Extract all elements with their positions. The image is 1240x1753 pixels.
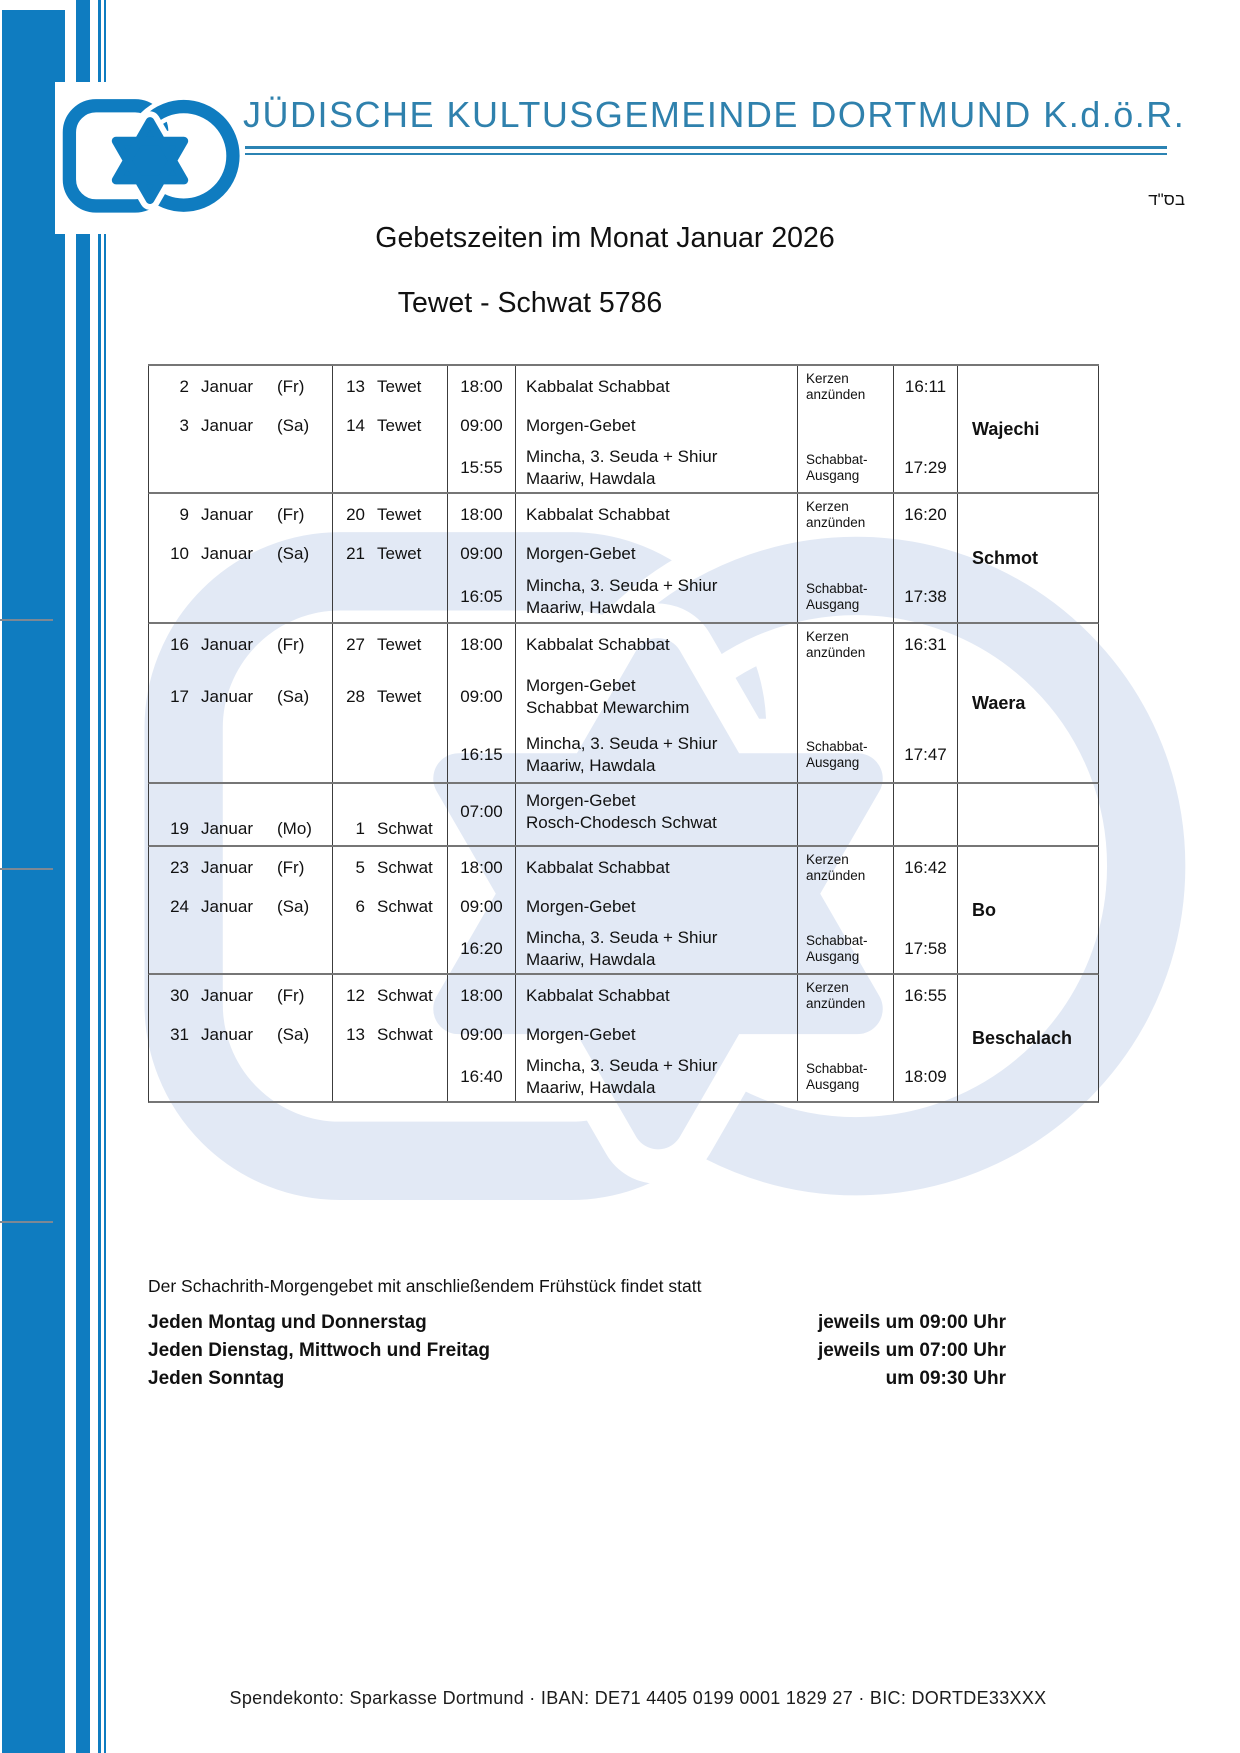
parasha-name: Waera bbox=[972, 692, 1026, 713]
time-cell: 09:00 bbox=[460, 897, 503, 916]
event-cell bbox=[516, 536, 797, 572]
event-text: Mincha, 3. Seuda + Shiur Maariw, Hawdala bbox=[526, 447, 718, 488]
shabbat-end-label: Schabbat- Ausgang bbox=[806, 739, 868, 770]
candle-label-column bbox=[798, 494, 894, 622]
parasha-name: Schmot bbox=[972, 547, 1039, 568]
candle-lighting-time: 16:20 bbox=[904, 505, 947, 524]
shabbat-end-label: Schabbat- Ausgang bbox=[806, 933, 868, 964]
event-cell bbox=[516, 408, 797, 444]
event-column bbox=[516, 494, 798, 622]
hebrew-date-cell: 20 Tewet bbox=[346, 505, 422, 524]
event-cell bbox=[516, 444, 797, 492]
hebrew-date-cell: 28 Tewet bbox=[346, 687, 422, 706]
date-column bbox=[149, 366, 333, 492]
event-cell bbox=[516, 847, 797, 889]
time-column bbox=[448, 975, 516, 1101]
shabbat-end-time: 17:38 bbox=[904, 587, 947, 606]
candle-lighting-label: Kerzen anzünden bbox=[806, 852, 866, 883]
time-cell: 18:00 bbox=[460, 377, 503, 396]
shabbat-end-label: Schabbat- Ausgang bbox=[806, 581, 868, 612]
candle-time-column bbox=[894, 975, 958, 1101]
table-block bbox=[148, 847, 1099, 975]
page-subtitle: Tewet - Schwat 5786 bbox=[397, 287, 663, 319]
event-cell bbox=[516, 572, 797, 622]
time-cell: 16:15 bbox=[460, 745, 503, 764]
left-bar-secondary bbox=[76, 0, 90, 1753]
hebrew-date-column bbox=[333, 784, 448, 845]
hebrew-date-cell: 6 Schwat bbox=[355, 897, 433, 916]
event-cell bbox=[516, 784, 797, 839]
event-text: Kabbalat Schabbat bbox=[526, 377, 670, 396]
date-cell: 30 Januar (Fr) bbox=[170, 986, 305, 1005]
date-cell: 23 Januar (Fr) bbox=[170, 858, 305, 877]
hebrew-date-column bbox=[333, 494, 448, 622]
event-column bbox=[516, 624, 798, 782]
event-column bbox=[516, 847, 798, 973]
candle-time-column bbox=[894, 784, 958, 845]
event-text: Morgen-Gebet bbox=[526, 897, 636, 916]
candle-time-column bbox=[894, 847, 958, 973]
parasha-cell bbox=[958, 624, 1100, 782]
parasha-cell bbox=[958, 366, 1100, 492]
time-column bbox=[448, 784, 516, 845]
date-cell: 19 Januar (Mo) bbox=[170, 819, 312, 838]
parasha-cell bbox=[958, 975, 1100, 1101]
event-text: Kabbalat Schabbat bbox=[526, 505, 670, 524]
schedule-notes bbox=[148, 1276, 1006, 1393]
event-text: Mincha, 3. Seuda + Shiur Maariw, Hawdala bbox=[526, 1056, 718, 1097]
candle-time-column bbox=[894, 624, 958, 782]
candle-lighting-label: Kerzen anzünden bbox=[806, 499, 866, 530]
left-pinstripe-1 bbox=[98, 0, 101, 1753]
left-pinstripe-2 bbox=[104, 0, 106, 1753]
fold-mark-3 bbox=[0, 1221, 53, 1223]
event-text: Kabbalat Schabbat bbox=[526, 986, 670, 1005]
candle-lighting-time: 16:55 bbox=[904, 986, 947, 1005]
header-rule-top bbox=[245, 146, 1167, 149]
parasha-cell bbox=[958, 494, 1100, 622]
note-row: Jeden Sonntag um 09:30 Uhr bbox=[148, 1368, 1006, 1389]
event-column bbox=[516, 975, 798, 1101]
event-text: Mincha, 3. Seuda + Shiur Maariw, Hawdala bbox=[526, 734, 718, 775]
hebrew-date-cell: 14 Tewet bbox=[346, 416, 422, 435]
prayer-table bbox=[148, 364, 1099, 1103]
org-logo-icon bbox=[60, 84, 240, 234]
time-column bbox=[448, 366, 516, 492]
candle-lighting-label: Kerzen anzünden bbox=[806, 980, 866, 1011]
event-cell bbox=[516, 889, 797, 925]
time-cell: 18:00 bbox=[460, 858, 503, 877]
candle-time-column bbox=[894, 366, 958, 492]
hebrew-date-cell: 21 Tewet bbox=[346, 544, 422, 563]
date-cell: 10 Januar (Sa) bbox=[170, 544, 310, 563]
hebrew-date-cell: 13 Schwat bbox=[346, 1025, 433, 1044]
event-cell bbox=[516, 1017, 797, 1053]
candle-label-column bbox=[798, 784, 894, 845]
time-cell: 18:00 bbox=[460, 986, 503, 1005]
date-column bbox=[149, 624, 333, 782]
hebrew-date-cell: 27 Tewet bbox=[346, 635, 422, 654]
time-column bbox=[448, 494, 516, 622]
time-cell: 16:40 bbox=[460, 1067, 503, 1086]
time-cell: 09:00 bbox=[460, 544, 503, 563]
shabbat-end-time: 17:58 bbox=[904, 939, 947, 958]
table-block bbox=[148, 366, 1099, 494]
bank-info: Spendekonto: Sparkasse Dortmund · IBAN: DE71 4405 0199 0001 1829 27 · BIC: DORTDE33XXX bbox=[229, 1688, 1047, 1708]
event-text: Morgen-Gebet Rosch-Chodesch Schwat bbox=[526, 790, 717, 832]
left-bar-primary bbox=[2, 10, 65, 1753]
event-cell bbox=[516, 925, 797, 973]
shabbat-end-time: 18:09 bbox=[904, 1067, 947, 1086]
candle-lighting-label: Kerzen anzünden bbox=[806, 629, 866, 660]
event-cell bbox=[516, 494, 797, 536]
parasha-name: Wajechi bbox=[972, 418, 1040, 439]
candle-label-column bbox=[798, 975, 894, 1101]
parasha-cell bbox=[958, 784, 1100, 845]
date-cell: 2 Januar (Fr) bbox=[179, 377, 305, 396]
shabbat-end-time: 17:29 bbox=[904, 458, 947, 477]
hebrew-date-column bbox=[333, 624, 448, 782]
time-column bbox=[448, 624, 516, 782]
date-column bbox=[149, 784, 333, 845]
time-cell: 15:55 bbox=[460, 458, 503, 477]
hebrew-date-column bbox=[333, 975, 448, 1101]
notes-intro: Der Schachrith-Morgengebet mit anschließendem Frühstück findet statt bbox=[148, 1276, 702, 1296]
event-text: Kabbalat Schabbat bbox=[526, 635, 670, 654]
event-cell bbox=[516, 624, 797, 666]
time-cell: 09:00 bbox=[460, 416, 503, 435]
table-block bbox=[148, 784, 1099, 847]
bsd-text: בס"ד bbox=[1148, 190, 1185, 209]
candle-label-column bbox=[798, 366, 894, 492]
event-text: Morgen-Gebet bbox=[526, 416, 636, 435]
candle-label-column bbox=[798, 847, 894, 973]
time-cell: 18:00 bbox=[460, 635, 503, 654]
time-cell: 09:00 bbox=[460, 687, 503, 706]
event-cell bbox=[516, 666, 797, 728]
parasha-name: Bo bbox=[972, 899, 996, 920]
hebrew-date-cell: 1 Schwat bbox=[355, 819, 433, 838]
date-column bbox=[149, 847, 333, 973]
shabbat-end-label: Schabbat- Ausgang bbox=[806, 1061, 868, 1092]
event-text: Mincha, 3. Seuda + Shiur Maariw, Hawdala bbox=[526, 928, 718, 969]
note-row: Jeden Dienstag, Mittwoch und Freitag jeweils um 07:00 Uhr bbox=[148, 1340, 1006, 1361]
shabbat-end-time: 17:47 bbox=[904, 745, 947, 764]
notes-rows bbox=[148, 1309, 1006, 1393]
parasha-cell bbox=[958, 847, 1100, 973]
time-cell: 16:20 bbox=[460, 939, 503, 958]
hebrew-date-column bbox=[333, 366, 448, 492]
event-column bbox=[516, 366, 798, 492]
event-cell bbox=[516, 366, 797, 408]
event-cell bbox=[516, 975, 797, 1017]
event-text: Morgen-Gebet Schabbat Mewarchim bbox=[526, 676, 690, 717]
event-text: Mincha, 3. Seuda + Shiur Maariw, Hawdala bbox=[526, 576, 718, 617]
event-cell bbox=[516, 1053, 797, 1101]
time-cell: 18:00 bbox=[460, 505, 503, 524]
candle-time-column bbox=[894, 494, 958, 622]
table-block bbox=[148, 975, 1099, 1103]
org-name: JÜDISCHE KULTUSGEMEINDE DORTMUND K.d.ö.R. bbox=[243, 94, 1186, 135]
event-text: Morgen-Gebet bbox=[526, 544, 636, 563]
note-row: Jeden Montag und Donnerstag jeweils um 09:00 Uhr bbox=[148, 1312, 1006, 1333]
candle-lighting-label: Kerzen anzünden bbox=[806, 371, 866, 402]
header-rule-bottom bbox=[245, 153, 1167, 155]
date-cell: 31 Januar (Sa) bbox=[170, 1025, 310, 1044]
event-text: Kabbalat Schabbat bbox=[526, 858, 670, 877]
event-text: Morgen-Gebet bbox=[526, 1025, 636, 1044]
event-column bbox=[516, 784, 798, 845]
candle-lighting-time: 16:11 bbox=[904, 377, 947, 396]
date-cell: 16 Januar (Fr) bbox=[170, 635, 305, 654]
date-cell: 9 Januar (Fr) bbox=[179, 505, 305, 524]
page-title: Gebetszeiten im Monat Januar 2026 bbox=[375, 222, 835, 254]
time-column bbox=[448, 847, 516, 973]
fold-mark-2 bbox=[0, 868, 53, 870]
date-cell: 17 Januar (Sa) bbox=[170, 687, 310, 706]
date-column bbox=[149, 975, 333, 1101]
time-cell: 09:00 bbox=[460, 1025, 503, 1044]
fold-mark-1 bbox=[0, 619, 53, 621]
shabbat-end-label: Schabbat- Ausgang bbox=[806, 452, 868, 483]
candle-lighting-time: 16:42 bbox=[904, 858, 947, 877]
parasha-name: Beschalach bbox=[972, 1027, 1073, 1048]
table-block bbox=[148, 494, 1099, 624]
hebrew-date-cell: 13 Tewet bbox=[346, 377, 422, 396]
date-column bbox=[149, 494, 333, 622]
date-cell: 3 Januar (Sa) bbox=[179, 416, 310, 435]
table-block bbox=[148, 624, 1099, 784]
date-cell: 24 Januar (Sa) bbox=[170, 897, 310, 916]
time-cell: 07:00 bbox=[460, 801, 503, 821]
event-cell bbox=[516, 728, 797, 782]
time-cell: 16:05 bbox=[460, 587, 503, 606]
hebrew-date-column bbox=[333, 847, 448, 973]
candle-lighting-time: 16:31 bbox=[904, 635, 947, 654]
hebrew-date-cell: 12 Schwat bbox=[346, 986, 433, 1005]
candle-label-column bbox=[798, 624, 894, 782]
hebrew-date-cell: 5 Schwat bbox=[355, 858, 433, 877]
